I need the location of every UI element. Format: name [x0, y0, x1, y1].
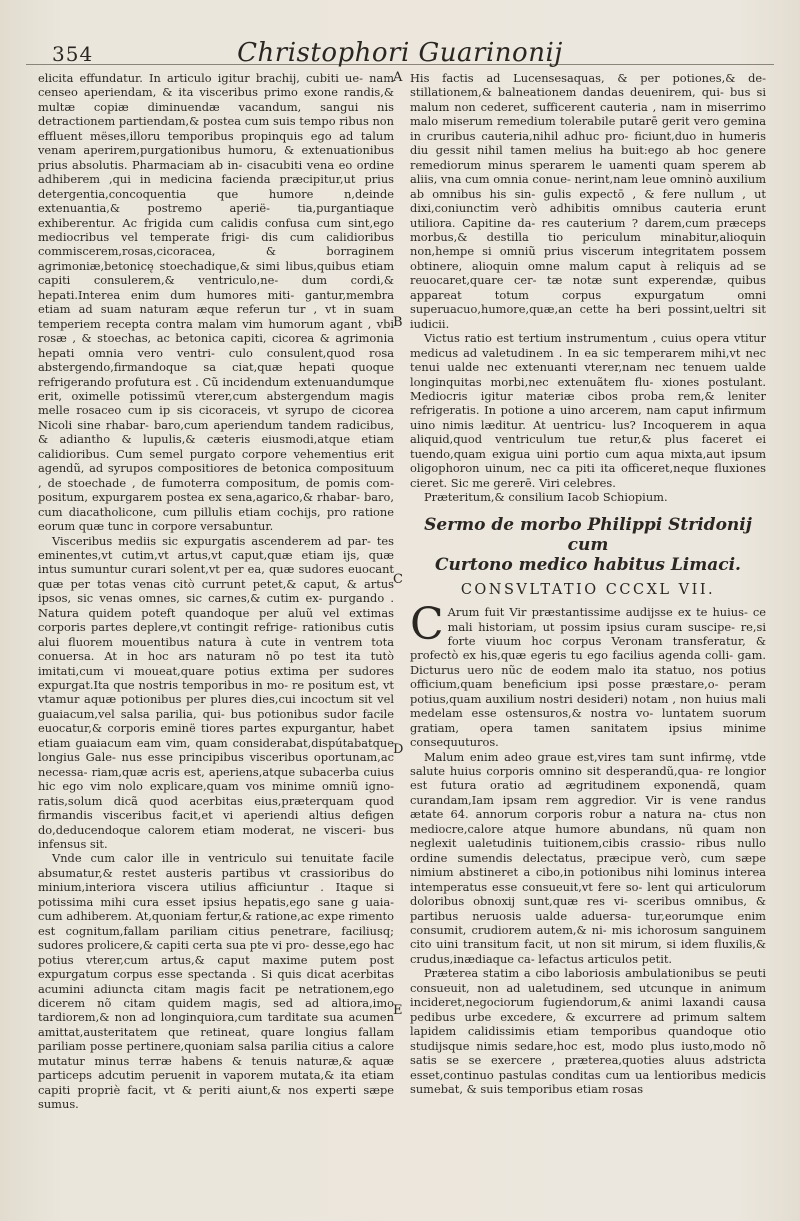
page-number: 354 [52, 42, 94, 66]
section-title-line: Curtono medico habitus Limaci. [435, 554, 741, 575]
left-paragraph: Visceribus mediis sic expurgatis ascenderem ad par- tes eminentes,vt cutim,vt artus,vt caput,quæ etiam ijs, quæ intus sumuntur curari solent,vt per ea, quæ sudores euocant quæ per totas venas citò currunt petet,& caput, & artus ipsos, sic venas omnes, sic carnes,& cutim ex- purgando . Natura quidem poteft quandoque per aluũ vel extimas corporis partes deplere,vt contingit refrige- rationibus cutis alui fluorem mouentibus natura à cute in ventrem tota conuersa. At in hoc ars naturam nõ po test ita tutò imitati,cum vi moueat,quare potius extima per sudores expurgat.Ita que nostris temporibus in mo- re positum est, vt vtamur aquæ potionibus per plures dies,cui incoctum sit vel guaiacum,vel salsa parilia, qui- bus potionibus sudor facile euocatur,& corporis eminë tiores partes expurgantur, habet etiam guaiacum eam vim, quam considerabat,dispútabatque longius Gale- nus esse principibus visceribus oportunam,ac necessa- riam,quæ acris est, aperiens,atque subacerba cuius hic ego vim nolo explicare,quam vos minime omniũ igno- ratis,solum dicã quod acerbitas eius,præterquam quod firmandis visceribus facit,et vi aperiendi altius defigen do,deducendoque calorem etiam moderat, ne visceri- bus infensus sit. [38, 533, 394, 852]
right-paragraph: Præterea statim a cibo laboriosis ambulationibus se peuti consueuit, non ad ualetudinem, sed utcunque in animum incideret,negociorum fugiendorum,& animi laxandi causa pedibus urbe excedere, & excurrere ad primum saltem lapidem calidissimis etiam temporibus quandoque otio studijsque nimis sedare,hoc est, modo plus iusto,modo nõ satis se se exercere , præterea,quoties aluus adstricta esset,continuo pastulas conditas cum ua lentioribus medicis sumebat, & suis temporibus etiam rosas [410, 966, 766, 1096]
margin-letter-b: B [393, 315, 403, 330]
left-paragraph: elicita effundatur. In articulo igitur brachij, cubiti ue- nam censeo aperiendam, & ita visceribus primo exone randis,& multæ copiæ diminuendæ vacandum, sangui nis detractionem partiendam,& postea cum suis tempo ribus non effluent mëses,illoru temporibus propinquis ego ad talum venam aperirem,purgationibus humoru, & extenuationibus prius absolutis. Pharmaciam ab in- cisacubiti vena eo ordine adhiberem ,qui in medicina facienda præcipitur,ut prius detergentia,concoquentia que humore n,deinde extenuantia,& postremo aperië- tia,purgantiaque exhiberentur. Ac frigida cum calidis confusa cum sint,ego mediocribus vel temperate frigi- dis cum calidioribus commiscerem,rosas,cicoracea, & borraginem agrimoniæ,betonicę stoechadique,& simi libus,quibus etiam capiti consulerem,& ventriculo,ne- dum cordi,& hepati.Interea enim dum humores miti- gantur,membra etiam ad suam naturam æque referun tur , vt in suam temperiem recepta contra malam vim humorum agant , vbi rosæ , & stoechas, ac betonica capiti, cicorea & agrimonia hepati omnia vero ventri- culo consulent,quod rosa abstergendo,firmandoque sa ciat,quæ hepati quoque refrigerando profutura est . Cũ incidendum extenuandumque erit, oximelle potissimũ vterer,cum abstergendum magis melle rosaceo cum ip sis cicoraceis, vt syrupo de cicorea Nicoli sine rhabar- baro,cum aperiendum tandem radicibus, & adiantho & lupulis,& cæteris eiusmodi,atque etiam calidioribus. Cum semel purgato corpore vehementius erit agendũ, ad syrupos compositiores de betonica composituum , de stoechade , de fumoterra compositum, de pomis com- positum, expurgarem postea ex sena,agarico,& rhabar- baro, cum diacatholicone, cum pillulis etiam cochijs, pro ratione eorum quæ tunc in corpore versabuntur. [38, 71, 394, 534]
right-column [410, 71, 766, 1112]
left-paragraph: Vnde cum calor ille in ventriculo sui tenuitate facile absumatur,& restet austeris partibus vt crassioribus do minium,interiora viscera utilius afficiuntur . Itaque si potissima mihi cura esset ipsius hepatis,ego sane g uaia- cum adhiberem. At,quoniam fertur,& ratione,ac expe rimento est cognitum,fallam pariliam citius penetrare, faciliusq; sudores prolicere,& capiti certa sua pte vi pro- desse,ego hac potius vterer,cum artus,& caput maxime putem post expurgatum corpus esse spectanda . Si quis dicat acerbitas acumini adiuncta citam magis facit pe netrationem,ego dicerem nõ citam quidem magis, sed ad altiora,imo tardiorem,& non ad longinquiora,cum tarditate sua acumen amittat,austeritatem que retineat, quare longius fallam pariliam posse pertinere,quoniam salsa parilia citius a calore mutatur minus terræ habens & tenuis naturæ,& aquæ particeps adcutim peruenit in vaporem mutata,& ita etiam capiti propriè facit, vt & periti aiunt,& nos experti sæpe sumus. [38, 851, 394, 1112]
running-head: Christophori Guarinonij [237, 38, 563, 68]
margin-letter-c: C [393, 572, 403, 587]
margin-letter-d: D [393, 742, 404, 757]
left-column [38, 71, 394, 1112]
right-paragraph: His factis ad Lucensesaquas, & per potiones,& de- stillationem,& balneationem dandas deuenirem, qui- bus si malum non cederet, sufficerent cauteria , nam in miserrimo malo miserum remedium tolerabile putarē gerit vero gemina in cruribus cauteria,nihil adhuc pro- ficiunt,duo in humeris diu gessit nihil tamen melius ha buit:ego ab hoc genere remediorum minus sperarem le uamenti quam sperem ab aliis, vna cum omnia conue- nerint,nam leue omninò auxilium ab omnibus his sin- gulis expectō , & fere nullum , ut dixi,coniunctim verò adhibitis omnibus cauteria erunt utiliora. Capitine da- res cauterium ? darem,cum præceps morbus,& destilla tio periculum minabitur,alioquin non,hempe si omniũ prius viscerum integritatem possem obtinere, alioquin omne malum caput à reliquis ad se reuocaret,quare cer- tæ notæ sunt experendæ, quibus appareat totum corpus expurgatum omni superuacuo,humore,quæ,an cette ha beri possint,ueltri sit iudicii. [410, 71, 766, 331]
section-title-line: Sermo de morbo Philippi Stridonij cum [424, 514, 752, 555]
margin-letter-a: A [393, 70, 403, 85]
text-columns [26, 65, 774, 1112]
margin-letter-e: E [393, 1003, 403, 1018]
right-paragraph: Malum enim adeo graue est,vires tam sunt infirmę, vtde salute huius corporis omnino sit desperandũ,qua- re longior est futura oratio ad ægritudinem exponendã, quam curandam,Iam ipsam rem aggredior. Vir is vene randus ætate 64. annorum corporis robur a natura na- ctus non mediocre,calore atque humore abundans, nũ quam non neglexit ualetudinis tuitionem,cibis crassio- ribus nullo ordine sumendis delectatus, præcipue verò, cum sæpe nimium abstineret a cibo,in potionibus nihi lominus interea intemperatus esse consueuit,vt fere so- lent qui articulorum doloribus obnoxij sunt,quæ res vi- sceribus omnibus, & partibus neruosis ualde aduersa- tur,eorumque enim consumit, crudiorem autem,& ni- mis ichorosum sanguinem cito uini transitum facit, ut non sit mirum, si idem fluxilis,& crudus,inædiaque ca- lefactus articulos petit. [410, 749, 766, 966]
dropcap-letter: C [410, 599, 444, 651]
section-title [410, 515, 766, 575]
right-paragraph: Præteritum,& consilium Iacob Schiopium. [424, 490, 668, 505]
consultatio-heading: CONSVLTATIO CCCXL VII. [460, 581, 716, 598]
right-paragraph: Victus ratio est tertium instrumentum , cuius opera vtitur medicus ad valetudinem . In ea sic temperarem mihi,vt nec tenui ualde nec extenuanti vterer,nam nec tenuem ualde longinquitas morbi,nec extenuãtem flu- xiones postulant. Mediocris igitur materiæ cibos proba rem,& leniter refrigeratis. In potione a uino arcerem, nam caput infirmum uino nimis læditur. At uentricu- lus? Incoquerem in aqua aliquid,quod ventriculum tue retur,& plus faceret ei tuendo,quam exigua uini portio cum aqua mixta,aut ipsum oligophoron uinum, nec ca piti ita officeret,neque fluxiones cieret. Sic me gererē. Viri celebres. [410, 331, 766, 490]
page-header [26, 26, 774, 68]
right-paragraph-first [410, 599, 766, 750]
right-paragraph-text: Arum fuit Vir præstantissime audijsse ex te huius- ce mali historiam, ut possim ipsius curam suscipe- re,si forte viuum hoc corpus Veronam transferatur, & profectò ex his,quæ egeris tu ego facilius agenda colli- gam. Dicturus uero nũc de eodem malo ita statuo, nos potius officium,quam beneficium ipsi posse præstare,o- peram potius,quam auxilium nostri desideri) notam , non huius mali medelam esse ostensuros,& nostra vo- luntatem suorum gratiam, opera tamen sanitatem ipsius minime consequuturos. [410, 605, 766, 750]
